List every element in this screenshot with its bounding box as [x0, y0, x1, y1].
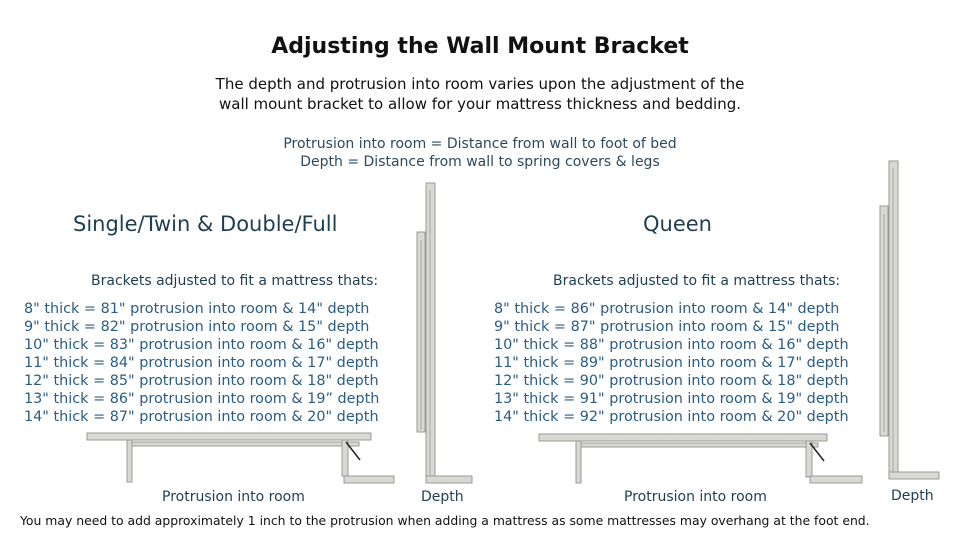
spec-row: 13" thick = 86" protrusion into room & 19” depth: [24, 391, 380, 407]
subheading-single-double: Brackets adjusted to fit a mattress thats:: [91, 273, 379, 289]
protrusion-label-queen: Protrusion into room: [624, 489, 767, 505]
intro-text: [0, 74, 960, 114]
bed-leg: [576, 441, 581, 483]
bed-frame-diagram-single-double: [84, 180, 476, 490]
spec-row: 8" thick = 86" protrusion into room & 14" depth: [494, 301, 840, 317]
wall-rail: [889, 161, 898, 479]
spec-row: 12" thick = 90" protrusion into room & 18" depth: [494, 373, 849, 389]
bed-rail: [87, 433, 371, 440]
spec-row: 13" thick = 91" protrusion into room & 19" depth: [494, 391, 849, 407]
protrusion-label-single-double: Protrusion into room: [162, 489, 305, 505]
definition-protrusion: Protrusion into room = Distance from wall to foot of bed: [283, 136, 677, 152]
spec-row: 12" thick = 85" protrusion into room & 18" depth: [24, 373, 379, 389]
bed-leg: [342, 440, 348, 476]
intro-line: The depth and protrusion into room varies upon the adjustment of the: [215, 75, 745, 93]
spec-row: 10" thick = 83" protrusion into room & 16" depth: [24, 337, 379, 353]
spec-row: 11" thick = 84" protrusion into room & 17" depth: [24, 355, 379, 371]
spec-row: 11" thick = 89" protrusion into room & 17" depth: [494, 355, 849, 371]
page-title: Adjusting the Wall Mount Bracket: [271, 34, 689, 59]
spec-row: 14" thick = 87" protrusion into room & 20" depth: [24, 409, 379, 425]
intro-line: wall mount bracket to allow for your mattress thickness and bedding.: [218, 95, 742, 113]
floor-plate: [889, 472, 939, 479]
bed-crossbar: [578, 443, 818, 447]
bed-frame-diagram-queen: [536, 156, 946, 490]
section-title-single-double: Single/Twin & Double/Full: [73, 212, 338, 236]
bed-leg: [806, 441, 812, 477]
foot-bracket: [344, 476, 394, 483]
subheading-queen: Brackets adjusted to fit a mattress thats:: [553, 273, 841, 289]
spec-row: 9" thick = 87" protrusion into room & 15" depth: [494, 319, 840, 335]
depth-label-single-double: Depth: [421, 489, 464, 505]
bed-crossbar: [129, 442, 359, 446]
wall-rail: [426, 183, 435, 483]
spec-row: 8" thick = 81" protrusion into room & 14" depth: [24, 301, 370, 317]
footer-note: You may need to add approximately 1 inch to the protrusion when adding a mattress as some mattresses may overhang at the foot end.: [20, 513, 870, 528]
spec-row: 9" thick = 82" protrusion into room & 15" depth: [24, 319, 370, 335]
foot-bracket: [810, 476, 862, 483]
bed-leg: [127, 440, 132, 482]
depth-label-queen: Depth: [891, 488, 934, 504]
section-title-queen: Queen: [643, 212, 712, 236]
floor-plate: [426, 476, 472, 483]
bed-rail: [539, 434, 827, 441]
definition-depth: Depth = Distance from wall to spring covers & legs: [300, 154, 660, 170]
spec-row: 10" thick = 88" protrusion into room & 16" depth: [494, 337, 849, 353]
spec-row: 14" thick = 92" protrusion into room & 20" depth: [494, 409, 849, 425]
